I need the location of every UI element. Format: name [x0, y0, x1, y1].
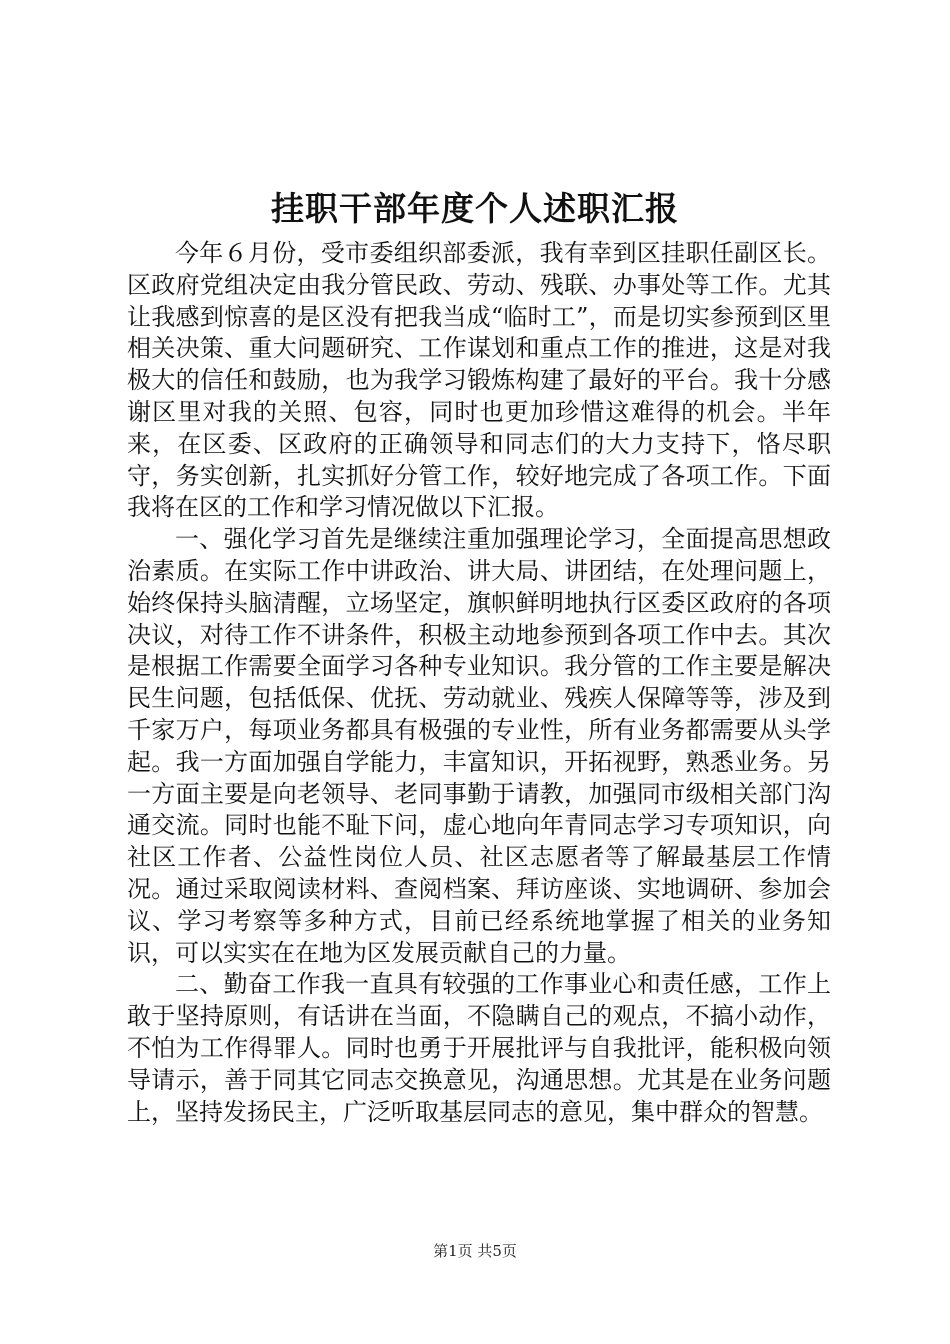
document-title: 挂职干部年度个人述职汇报: [271, 189, 679, 228]
paragraph-intro: 今年６月份，受市委组织部委派，我有幸到区挂职任副区长。区政府党组决定由我分管民政、劳动、残联、办事处等工作。尤其让我感到惊喜的是区没有把我当成“临时工”，而是切实参预到区里相关决策、重大问题研究、工作谋划和重点工作的推进，这是对我极大的信任和鼓励，也为我学习锻炼构建了最好的平台。我十分感谢区里对我的关照、包容，同时也更加珍惜这难得的机会。半年来，在区委、区政府的正确领导和同志们的大力支持下，恪尽职守，务实创新，扎实抓好分管工作，较好地完成了各项工作。下面我将在区的工作和学习情况做以下汇报。: [127, 239, 831, 522]
page-footer: 第1页 共5页: [433, 1242, 517, 1260]
paragraph-section-1: 一、强化学习首先是继续注重加强理论学习，全面提高思想政治素质。在实际工作中讲政治、讲大局、讲团结，在处理问题上，始终保持头脑清醒，立场坚定，旗帜鲜明地执行区委区政府的各项决议，对待工作不讲条件，积极主动地参预到各项工作中去。其次是根据工作需要全面学习各种专业知识。我分管的工作主要是解决民生问题，包括低保、优抚、劳动就业、残疾人保障等等，涉及到千家万户，每项业务都具有极强的专业性，所有业务都需要从头学起。我一方面加强自学能力，丰富知识，开拓视野，熟悉业务。另一方面主要是向老领导、老同事勤于请教，加强同市级相关部门沟通交流。同时也能不耻下问，虚心地向年青同志学习专项知识，向社区工作者、公益性岗位人员、社区志愿者等了解最基层工作情况。通过采取阅读材料、查阅档案、拜访座谈、实地调研、参加会议、学习考察等多种方式，目前已经系统地掌握了相关的业务知识，可以实实在在地为区发展贡献自己的力量。: [127, 525, 831, 967]
document-body: [127, 238, 831, 1128]
paragraph-section-2: 二、勤奋工作我一直具有较强的工作事业心和责任感，工作上敢于坚持原则，有话讲在当面，不隐瞒自己的观点，不搞小动作，不怕为工作得罪人。同时也勇于开展批评与自我批评，能积极向领导请示，善于同其它同志交换意见，沟通思想。尤其是在业务问题上，坚持发扬民主，广泛听取基层同志的意见，集中群众的智慧。: [127, 970, 831, 1126]
